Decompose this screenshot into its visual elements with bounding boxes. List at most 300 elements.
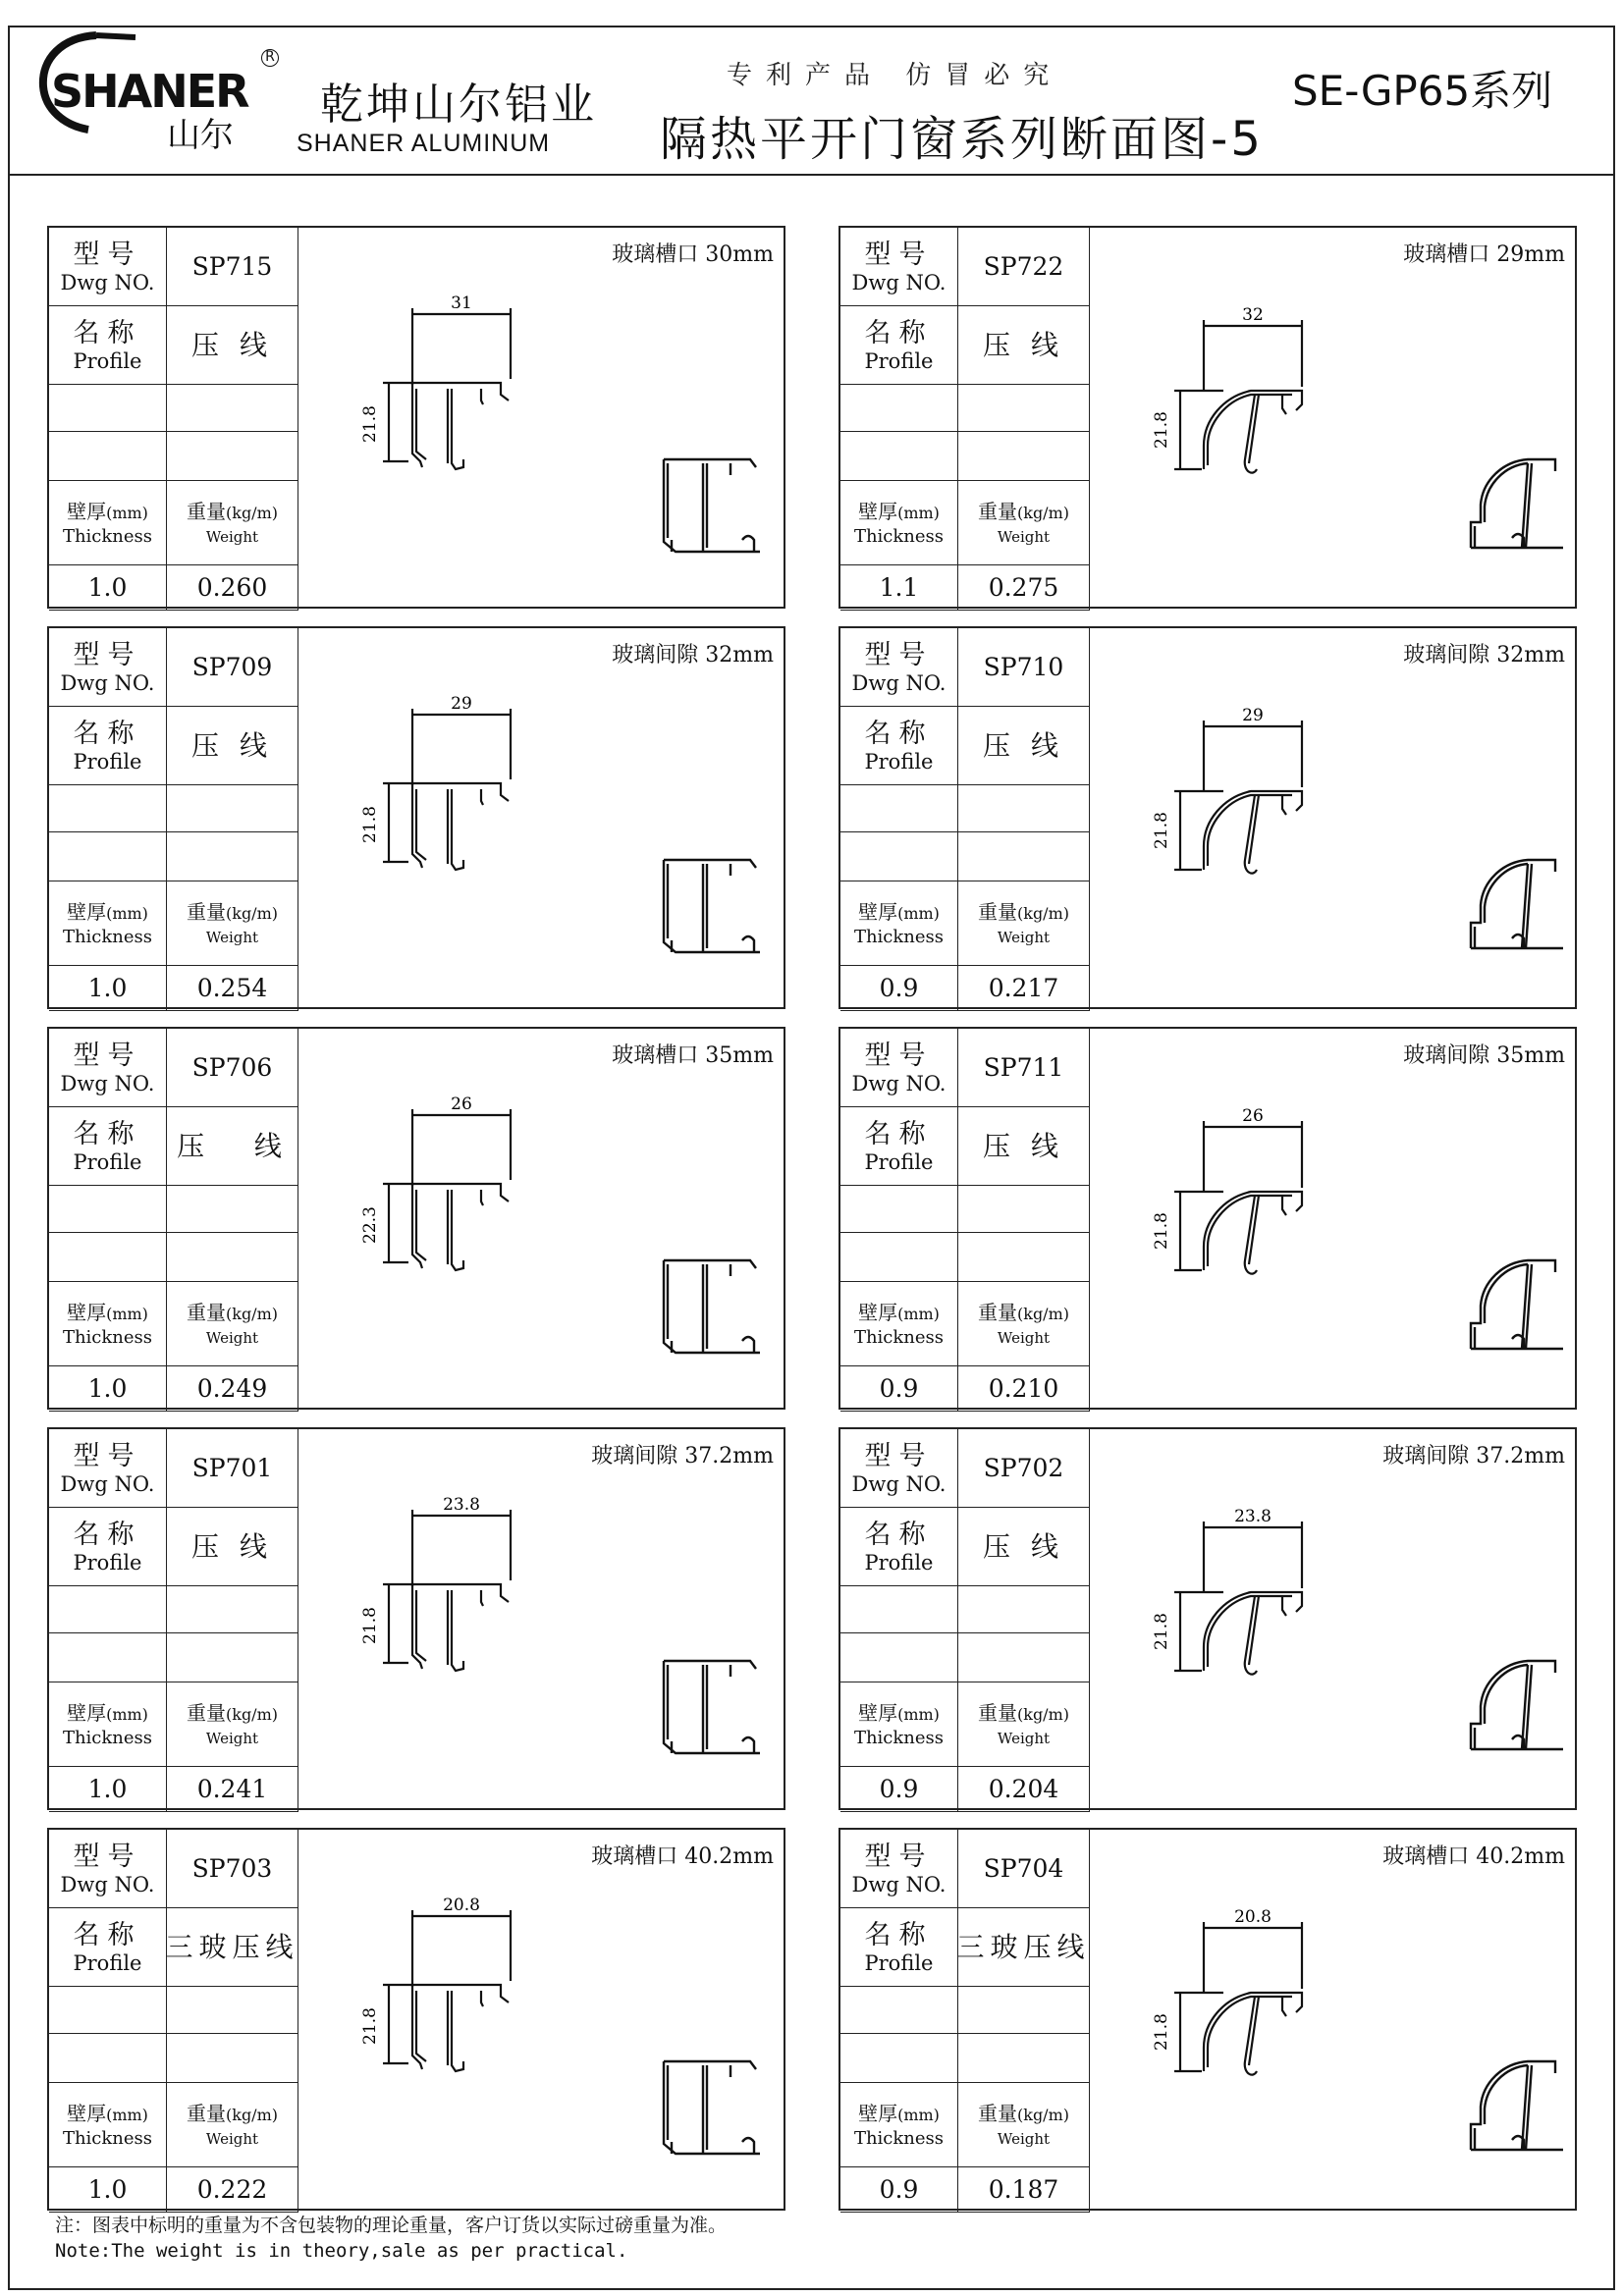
dwg-label-cell [840,1029,958,1107]
weight-value: 0.217 [988,974,1059,1002]
series-label: SE-GP65系列 [1292,67,1553,115]
profile-label-cell [840,1508,958,1586]
profile-name: 三玻压线 [165,1930,299,1963]
profile-label-cell [840,1107,958,1186]
thickness-value: 0.9 [879,974,919,1002]
profile-section-drawing [1090,628,1581,1011]
profile-section-drawing [298,1029,789,1412]
weight-label-en: Weight [997,527,1051,546]
weight-label-cell [958,1682,1090,1767]
profile-outline [412,1985,509,2071]
weight-value: 0.187 [988,2175,1059,2204]
profile-label-cell [49,306,167,385]
weight-label-en: Weight [997,928,1051,946]
company-name-en: SHANER ALUMINUM [297,130,551,157]
dwg-value-cell [167,1029,298,1107]
dwg-label-en: Dwg NO. [851,1471,947,1496]
thickness-label-en: Thickness [62,525,153,547]
glass-spec: 玻璃槽口 40.2mm [1382,1844,1565,1869]
weight-label-cn: 重量(kg/m) [187,899,278,924]
weight-value-cell [958,565,1090,611]
logo-sub: 山尔 [167,116,234,155]
dwg-label-en: Dwg NO. [60,1872,155,1896]
dwg-value-cell [958,228,1090,306]
blank-cell [49,832,167,881]
profile-name: 压 线 [983,328,1064,361]
weight-value-cell [958,1767,1090,1812]
thickness-label-cell [840,1682,958,1767]
height-dim: 21.8 [1152,2013,1171,2051]
glass-spec: 玻璃槽口 35mm [612,1043,774,1068]
profile-label-cn: 名称 [864,1519,934,1550]
profile-card [47,626,785,1009]
dwg-number: SP701 [191,1454,273,1482]
blank-cell [49,1186,167,1233]
dwg-value-cell [958,1830,1090,1908]
dwg-label-cn: 型号 [73,239,142,270]
profile-section-drawing [1090,1429,1581,1812]
blank-cell [49,785,167,832]
weight-label-cell [958,481,1090,565]
weight-label-cn: 重量(kg/m) [187,2101,278,2125]
profile-label-cn: 名称 [864,718,934,749]
profile-card [839,226,1577,609]
dwg-label-cn: 型号 [864,1841,934,1872]
width-dim: 29 [1242,706,1264,725]
weight-label-cell [167,481,298,565]
width-dim: 23.8 [1234,1507,1271,1526]
thickness-label-cn: 壁厚(mm) [67,499,148,523]
dwg-label-cell [49,1029,167,1107]
thickness-label-en: Thickness [853,2127,945,2149]
profile-section-drawing [298,1429,789,1812]
dwg-label-cell [840,228,958,306]
glass-spec: 玻璃间隙 37.2mm [1382,1444,1565,1468]
dwg-label-en: Dwg NO. [851,1872,947,1896]
thickness-value: 1.0 [87,2175,128,2204]
profile-name: 压 线 [983,1529,1064,1563]
thickness-value-cell [840,1366,958,1412]
blank-cell [958,1586,1090,1633]
weight-label-cell [958,881,1090,966]
blank-cell [958,385,1090,432]
glass-spec: 玻璃间隙 32mm [1403,643,1565,667]
profile-outline [412,1184,509,1270]
thickness-label-en: Thickness [62,926,153,947]
dwg-label-en: Dwg NO. [851,670,947,695]
thickness-value-cell [840,2167,958,2213]
dwg-label-en: Dwg NO. [60,1071,155,1095]
thickness-label-cn: 壁厚(mm) [67,1300,148,1324]
profile-label-cn: 名称 [73,317,142,348]
blank-cell [958,1186,1090,1233]
weight-label-en: Weight [205,2129,259,2148]
dwg-value-cell [958,1429,1090,1508]
width-dim: 20.8 [443,1896,480,1915]
profile-section-drawing [1090,1830,1581,2213]
blank-cell [840,832,958,881]
dwg-label-en: Dwg NO. [851,270,947,294]
thickness-value-cell [49,1366,167,1412]
blank-cell [840,1633,958,1682]
weight-value-cell [167,966,298,1011]
profile-value-cell [167,306,298,385]
glass-spec: 玻璃槽口 30mm [612,242,774,267]
dwg-label-cn: 型号 [864,639,934,670]
profile-card [47,1027,785,1410]
thickness-label-cn: 壁厚(mm) [858,1300,940,1324]
glass-spec: 玻璃槽口 29mm [1403,242,1565,267]
weight-label-cell [958,2083,1090,2167]
width-dim: 26 [451,1095,472,1114]
weight-label-cell [167,2083,298,2167]
width-dim: 29 [451,694,472,714]
dwg-label-en: Dwg NO. [851,1071,947,1095]
profile-label-cn: 名称 [73,1519,142,1550]
thickness-label-en: Thickness [62,1727,153,1748]
weight-label-cn: 重量(kg/m) [187,499,278,523]
thickness-label-en: Thickness [62,2127,153,2149]
thickness-value-cell [840,966,958,1011]
width-dim: 31 [451,294,472,313]
profile-label-en: Profile [864,1950,934,1975]
profile-value-cell [958,1508,1090,1586]
height-dim: 21.8 [1152,1212,1171,1250]
assembly-thumbnail [664,459,760,552]
blank-cell [958,1987,1090,2034]
height-dim: 21.8 [360,405,380,443]
thickness-label-cell [49,881,167,966]
assembly-thumbnail [664,1661,760,1753]
weight-label-en: Weight [205,527,259,546]
thickness-label-cell [840,881,958,966]
profile-label-cn: 名称 [73,718,142,749]
weight-value: 0.249 [196,1374,268,1403]
width-dim: 32 [1242,305,1264,325]
dwg-label-cell [840,628,958,707]
weight-label-cn: 重量(kg/m) [978,2101,1069,2125]
thickness-label-cn: 壁厚(mm) [67,899,148,924]
assembly-thumbnail [1471,1260,1563,1349]
profile-card [47,1828,785,2211]
dwg-label-cn: 型号 [864,1440,934,1471]
dwg-value-cell [958,1029,1090,1107]
profile-name: 压 线 [983,728,1064,762]
profile-value-cell [167,1908,298,1987]
profile-card [47,226,785,609]
profile-label-en: Profile [73,348,142,373]
dwg-number: SP722 [983,252,1064,281]
profile-label-cell [840,306,958,385]
profile-label-en: Profile [73,749,142,774]
dwg-value-cell [167,228,298,306]
dwg-label-cn: 型号 [864,239,934,270]
dwg-label-cell [840,1830,958,1908]
profile-outline [412,1584,509,1671]
profile-label-cn: 名称 [73,1919,142,1950]
thickness-label-cell [49,2083,167,2167]
profile-name: 压 线 [191,1529,273,1563]
weight-value-cell [958,1366,1090,1412]
weight-value-cell [958,2167,1090,2213]
profile-value-cell [958,306,1090,385]
weight-label-en: Weight [997,2129,1051,2148]
registered-mark: R [261,49,279,67]
patent-notice: 专利产品 仿冒必究 [727,61,1063,90]
dwg-label-cn: 型号 [864,1040,934,1071]
profile-label-cell [49,1508,167,1586]
assembly-thumbnail [1471,459,1563,548]
weight-label-cn: 重量(kg/m) [978,1300,1069,1324]
height-dim: 21.8 [360,806,380,843]
blank-cell [49,2034,167,2083]
dwg-number: SP709 [191,653,273,681]
thickness-label-cell [840,481,958,565]
thickness-value: 1.0 [87,1775,128,1803]
profile-card [839,626,1577,1009]
profile-label-en: Profile [864,749,934,774]
height-dim: 22.3 [360,1206,380,1244]
blank-cell [840,785,958,832]
weight-value-cell [167,1366,298,1412]
assembly-thumbnail [1471,2061,1563,2150]
profile-label-en: Profile [864,348,934,373]
profile-label-cell [840,707,958,785]
weight-value: 0.210 [988,1374,1059,1403]
profile-label-en: Profile [73,1550,142,1575]
glass-spec: 玻璃间隙 32mm [612,643,774,667]
dwg-label-cell [840,1429,958,1508]
profile-section-drawing [298,1830,789,2213]
blank-cell [840,1586,958,1633]
blank-cell [167,1633,298,1682]
thickness-label-cell [49,481,167,565]
thickness-label-en: Thickness [853,1727,945,1748]
dwg-value-cell [167,1429,298,1508]
assembly-thumbnail [1471,1661,1563,1749]
profile-label-cell [49,707,167,785]
profile-value-cell [167,707,298,785]
thickness-label-cn: 壁厚(mm) [67,2101,148,2125]
thickness-value: 0.9 [879,2175,919,2204]
profile-value-cell [167,1508,298,1586]
profile-outline [1204,791,1302,874]
profile-section-drawing [1090,1029,1581,1412]
dwg-number: SP711 [983,1053,1064,1082]
profile-card [839,1828,1577,2211]
weight-label-cell [167,881,298,966]
thickness-label-en: Thickness [62,1326,153,1348]
glass-spec: 玻璃间隙 37.2mm [591,1444,774,1468]
weight-value: 0.204 [988,1775,1059,1803]
profile-value-cell [958,1107,1090,1186]
dwg-label-cell [49,1830,167,1908]
profile-section-drawing [1090,228,1581,611]
blank-cell [167,785,298,832]
weight-value-cell [167,2167,298,2213]
weight-value: 0.241 [196,1775,268,1803]
glass-spec: 玻璃间隙 35mm [1403,1043,1565,1068]
profile-name: 压 线 [191,328,273,361]
thickness-label-cell [840,2083,958,2167]
thickness-value-cell [840,565,958,611]
weight-label-cn: 重量(kg/m) [978,499,1069,523]
profile-card [47,1427,785,1810]
thickness-label-cn: 壁厚(mm) [67,1700,148,1725]
profile-outline [1204,391,1302,473]
weight-value: 0.260 [196,573,268,602]
dwg-label-cell [49,628,167,707]
thickness-label-en: Thickness [853,1326,945,1348]
weight-value: 0.254 [196,974,268,1002]
thickness-value: 1.1 [879,573,919,602]
height-dim: 21.8 [360,2007,380,2045]
profile-value-cell [167,1107,298,1186]
profile-outline [412,783,509,870]
header-divider [8,174,1615,176]
assembly-thumbnail [664,860,760,952]
profile-label-cn: 名称 [864,1118,934,1149]
weight-label-en: Weight [205,928,259,946]
blank-cell [49,1987,167,2034]
profile-label-cn: 名称 [864,1919,934,1950]
thickness-value-cell [49,2167,167,2213]
profile-label-cell [49,1908,167,1987]
width-dim: 26 [1242,1106,1264,1126]
dwg-label-en: Dwg NO. [60,1471,155,1496]
blank-cell [49,385,167,432]
company-name-cn: 乾坤山尔铝业 [320,80,597,130]
thickness-label-cell [49,1682,167,1767]
profile-section-drawing [298,228,789,611]
profile-outline [1204,1993,1302,2075]
dwg-label-cn: 型号 [73,1841,142,1872]
profile-outline [412,383,509,469]
profile-name: 压 线 [177,1129,288,1162]
note-cn: 注：图表中标明的重量为不含包装物的理论重量，客户订货以实际过磅重量为准。 [55,2215,728,2236]
blank-cell [958,2034,1090,2083]
blank-cell [167,385,298,432]
dwg-label-cn: 型号 [73,1040,142,1071]
blank-cell [49,432,167,481]
blank-cell [167,432,298,481]
thickness-value-cell [49,1767,167,1812]
blank-cell [167,832,298,881]
note-en: Note:The weight is in theory,sale as per practical. [55,2240,628,2262]
profile-label-en: Profile [73,1149,142,1174]
thickness-label-cn: 壁厚(mm) [858,899,940,924]
dwg-number: SP706 [191,1053,273,1082]
profile-name: 压 线 [983,1129,1064,1162]
weight-label-cn: 重量(kg/m) [187,1300,278,1324]
weight-label-cell [958,1282,1090,1366]
thickness-value-cell [49,966,167,1011]
dwg-value-cell [167,1830,298,1908]
profile-label-en: Profile [864,1149,934,1174]
profile-label-cell [840,1908,958,1987]
profile-value-cell [958,707,1090,785]
weight-label-en: Weight [205,1328,259,1347]
dwg-number: SP702 [983,1454,1064,1482]
weight-value: 0.275 [988,573,1059,602]
document-title: 隔热平开门窗系列断面图-5 [660,112,1264,167]
thickness-label-en: Thickness [853,926,945,947]
thickness-value-cell [49,565,167,611]
dwg-number: SP704 [983,1854,1064,1883]
dwg-number: SP710 [983,653,1064,681]
blank-cell [167,2034,298,2083]
height-dim: 21.8 [1152,411,1171,449]
weight-value-cell [167,1767,298,1812]
assembly-thumbnail [664,1260,760,1353]
profile-card [839,1427,1577,1810]
thickness-label-cn: 壁厚(mm) [858,1700,940,1725]
profile-section-drawing [298,628,789,1011]
dwg-label-cell [49,228,167,306]
thickness-label-cn: 壁厚(mm) [858,2101,940,2125]
blank-cell [840,1186,958,1233]
blank-cell [840,385,958,432]
weight-label-cn: 重量(kg/m) [978,899,1069,924]
thickness-label-cell [840,1282,958,1366]
profile-value-cell [958,1908,1090,1987]
thickness-value: 1.0 [87,1374,128,1403]
weight-label-cn: 重量(kg/m) [187,1700,278,1725]
thickness-label-en: Thickness [853,525,945,547]
weight-label-en: Weight [997,1328,1051,1347]
dwg-label-en: Dwg NO. [60,670,155,695]
dwg-number: SP703 [191,1854,273,1883]
profile-outline [1204,1192,1302,1274]
profile-label-cn: 名称 [73,1118,142,1149]
blank-cell [49,1586,167,1633]
glass-spec: 玻璃槽口 40.2mm [591,1844,774,1869]
blank-cell [167,1987,298,2034]
blank-cell [167,1586,298,1633]
thickness-value: 1.0 [87,573,128,602]
weight-label-en: Weight [205,1729,259,1747]
weight-value-cell [167,565,298,611]
blank-cell [840,2034,958,2083]
dwg-label-cn: 型号 [73,1440,142,1471]
blank-cell [167,1233,298,1282]
profile-card [839,1027,1577,1410]
width-dim: 23.8 [443,1495,480,1515]
weight-value-cell [958,966,1090,1011]
blank-cell [840,432,958,481]
dwg-number: SP715 [191,252,273,281]
profile-outline [1204,1592,1302,1675]
profile-label-cn: 名称 [864,317,934,348]
weight-value: 0.222 [196,2175,268,2204]
weight-label-en: Weight [997,1729,1051,1747]
profile-label-en: Profile [73,1950,142,1975]
thickness-value: 0.9 [879,1775,919,1803]
thickness-label-cn: 壁厚(mm) [858,499,940,523]
blank-cell [840,1987,958,2034]
blank-cell [840,1233,958,1282]
thickness-label-cell [49,1282,167,1366]
blank-cell [958,785,1090,832]
logo-wordmark: SHANER [51,65,248,118]
profile-label-cell [49,1107,167,1186]
blank-cell [958,432,1090,481]
assembly-thumbnail [664,2061,760,2154]
width-dim: 20.8 [1234,1907,1271,1927]
weight-label-cn: 重量(kg/m) [978,1700,1069,1725]
dwg-label-cell [49,1429,167,1508]
assembly-thumbnail [1471,860,1563,948]
